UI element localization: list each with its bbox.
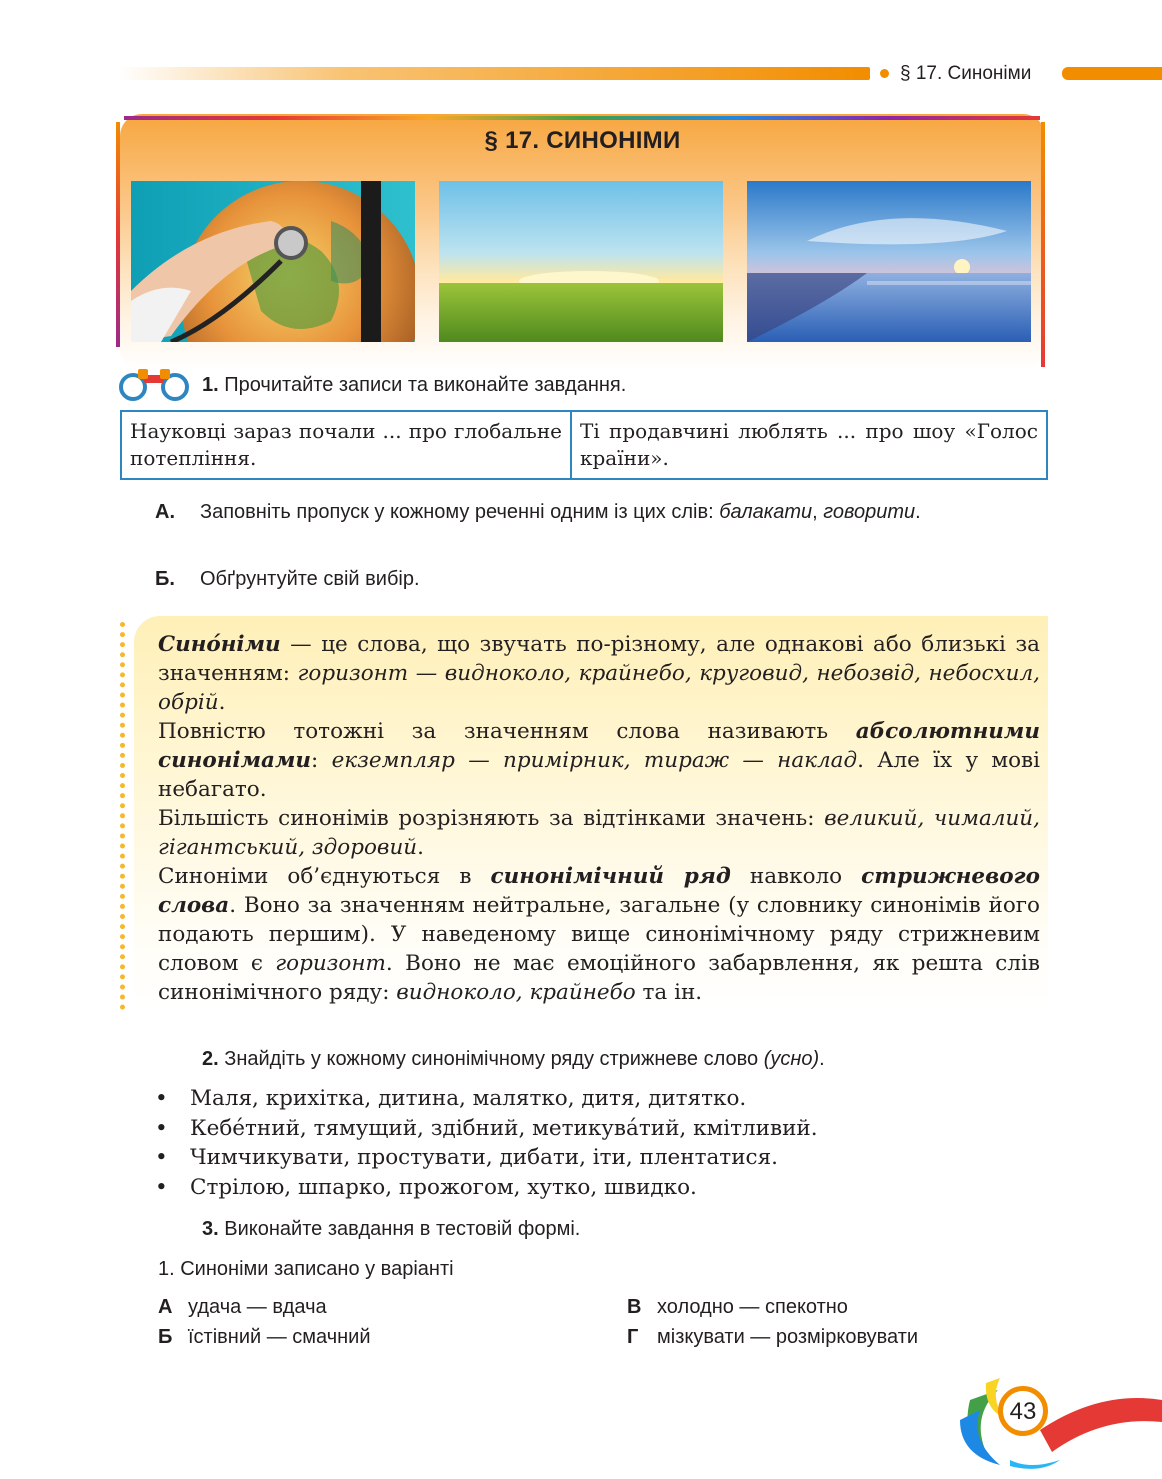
term-synonym-row: синонімічний ряд [490, 864, 731, 889]
task-1-item-a [155, 498, 985, 526]
test-option-a[interactable] [158, 1294, 327, 1320]
p3-end: . [417, 835, 424, 860]
p2-end: . Але їх у мові небагато. [158, 748, 1041, 802]
task-3-number: 3. [202, 1218, 219, 1240]
p4-e: та ін. [635, 980, 703, 1005]
task-2-instruction [202, 1046, 825, 1072]
header-gradient-line [118, 67, 870, 80]
synonym-rows-list [155, 1084, 818, 1202]
item-letter-a: А. [155, 501, 175, 523]
p4-example-1: горизонт [275, 951, 386, 976]
task-1-text: Прочитайте записи та виконайте завдання. [224, 374, 627, 396]
task-3-text: Виконайте завдання в тестовій формі. [224, 1218, 581, 1240]
option-text: удача — вдача [188, 1296, 327, 1318]
p4-a: Синоніми об’єднуються в [158, 864, 491, 889]
bullet: • [155, 1174, 168, 1200]
test-option-g[interactable] [627, 1324, 918, 1350]
p4-example-2: видноколо, крайнебо [396, 980, 636, 1005]
globe-stethoscope-photo [131, 181, 415, 342]
theory-paragraph-2 [158, 717, 1040, 804]
option-text: мізкувати — розмірковувати [657, 1326, 919, 1348]
p2-colon: : [311, 748, 332, 773]
decorative-dots-right [1041, 122, 1045, 367]
list-item [155, 1143, 818, 1173]
p3-example: великий, чималий, гігантський, здоровий [158, 806, 1040, 860]
task-1-number: 1. [202, 374, 219, 396]
bullet: • [155, 1115, 168, 1141]
p4-c: . Воно за значенням нейтральне, загальне (у словнику синонімів його подають першим). У наведеному вище синонімічному ряду стрижневим словом є [158, 893, 1040, 976]
field-sunrise-photo [439, 181, 723, 342]
task-3-instruction [202, 1216, 580, 1242]
p3-text: Більшість синонімів розрізняють за відтінками значень: [158, 806, 825, 831]
item-a-end: . [915, 501, 921, 523]
p1-example: горизонт — видноколо, крайнебо, круговид, небозвід, небосхил, обрій [158, 661, 1041, 715]
page-corner-decoration [940, 1370, 1162, 1474]
decorative-dots-top [124, 116, 1040, 120]
theory-paragraph-1 [158, 630, 1040, 717]
p2-example: екземпляр — примірник, тираж — наклад [331, 748, 858, 773]
task-2-end: . [819, 1048, 825, 1070]
task-2-note: (усно) [763, 1048, 820, 1070]
p4-b: навколо [730, 864, 862, 889]
item-letter-b: Б. [155, 568, 175, 590]
bullet: • [155, 1145, 168, 1170]
sea-sunset-photo [747, 181, 1031, 342]
test-option-b[interactable] [158, 1324, 371, 1350]
test-question: 1. Синоніми записано у варіанті [158, 1258, 454, 1280]
item-a-word-2: говорити [823, 501, 916, 523]
theory-paragraph-3 [158, 804, 1040, 862]
item-a-separator: , [812, 501, 824, 523]
theory-text [158, 630, 1040, 1007]
option-letter: Г [627, 1326, 639, 1348]
item-a-text: Заповніть пропуск у кожному реченні одним із цих слів: [200, 501, 720, 523]
task-2-number: 2. [202, 1048, 219, 1070]
row-text: Стрілою, шпарко, прожогом, хутко, швидко. [190, 1174, 697, 1200]
option-letter: В [627, 1296, 642, 1318]
p1-text: — це слова, що звучать по-різному, але однакові або близькі за значенням: [158, 632, 1040, 686]
bullet: • [155, 1086, 168, 1111]
sentence-cell-2: Ті продавчині люблять ... про шоу «Голос країни». [580, 419, 1038, 470]
item-b-text: Обґрунтуйте свій вибір. [200, 568, 420, 590]
test-option-v[interactable] [627, 1294, 848, 1320]
task-2-text: Знайдіть у кожному синонімічному ряду стрижневе слово [224, 1048, 764, 1070]
option-text: їстівний — смачний [188, 1326, 371, 1348]
row-text: Кебе́тний, тямущий, здібний, метикува́тий, кмітливий. [190, 1115, 818, 1141]
list-item [155, 1173, 818, 1203]
term-absolute-synonyms: абсолютними синонімами [158, 719, 1040, 773]
header-dot [880, 69, 889, 78]
p1-end: . [218, 690, 226, 715]
page-number: 43 [1009, 1398, 1037, 1425]
term-synonyms: Сино́німи [158, 632, 281, 657]
option-letter: Б [158, 1326, 173, 1348]
item-a-word-1: балакати [719, 501, 813, 523]
option-letter: А [158, 1296, 173, 1318]
p4-d: . Воно не має емоційного забарвлення, як решта слів синонімічного ряду: [158, 951, 1040, 1005]
option-text: холодно — спекотно [657, 1296, 848, 1318]
list-item [155, 1084, 818, 1114]
binoculars-icon [118, 365, 190, 401]
term-core-word: стрижневого слова [158, 864, 1040, 918]
sentence-cell-1: Науковці зараз почали ... про глобальне потепління. [122, 412, 572, 478]
task-1-item-b [155, 565, 420, 593]
task-1-instruction [202, 372, 626, 398]
row-text: Чимчикувати, простувати, дибати, іти, плентатися. [190, 1145, 778, 1170]
header-tab [1062, 67, 1162, 80]
row-text: Маля, крихітка, дитина, малятко, дитя, дитятко. [190, 1086, 747, 1111]
theory-dots [120, 622, 125, 1010]
p2-text: Повністю тотожні за значенням слова називають [158, 719, 856, 744]
section-title: § 17. СИНОНІМИ [484, 127, 681, 154]
sentences-table [120, 410, 1048, 480]
theory-paragraph-4 [158, 862, 1040, 1007]
running-header-title: § 17. Синоніми [900, 63, 1032, 84]
list-item [155, 1114, 818, 1144]
